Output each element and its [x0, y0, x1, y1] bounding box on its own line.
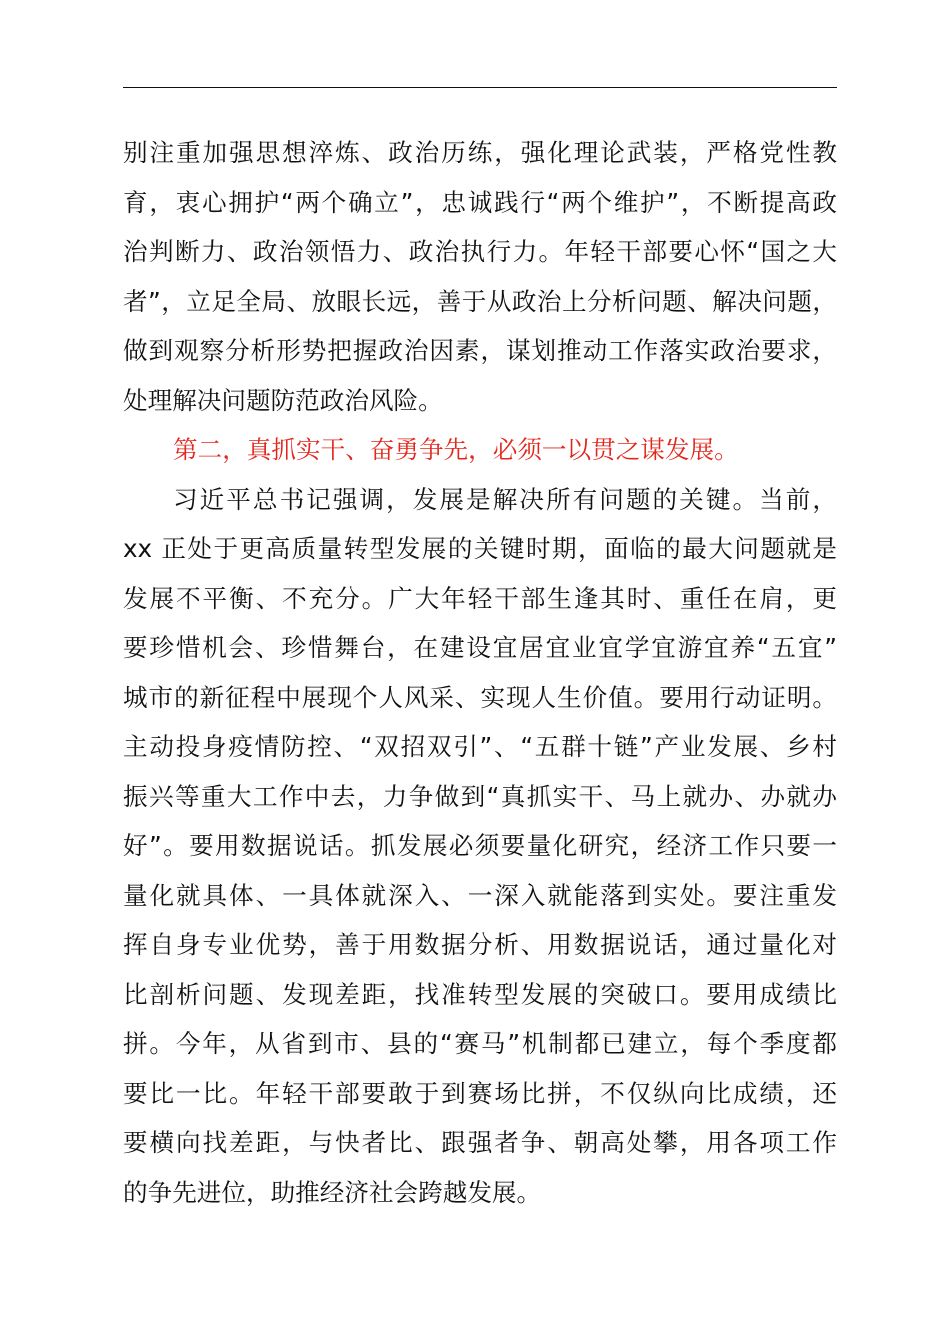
paragraph-2-line: 量化就具体、一具体就深入、一深入就能落到实处。要注重发 [123, 880, 837, 910]
paragraph-2-line: 主动投身疫情防控、“双招双引”、“五群十链”产业发展、乡村 [123, 732, 837, 761]
header-rule [123, 87, 837, 88]
paragraph-1-line: 者”，立足全局、放眼长远，善于从政治上分析问题、解决问题， [123, 286, 837, 316]
paragraph-1-line: 治判断力、政治领悟力、政治执行力。年轻干部要心怀“国之大 [123, 237, 837, 266]
paragraph-2-line: 发展不平衡、不充分。广大年轻干部生逢其时、重任在肩，更 [123, 583, 837, 613]
section-heading-2: 第二，真抓实干、奋勇争先，必须一以贯之谋发展。 [173, 435, 739, 464]
document-body [123, 128, 837, 1217]
paragraph-2-line: 拼。今年，从省到市、县的“赛马”机制都已建立，每个季度都 [123, 1029, 837, 1058]
paragraph-1-line: 别注重加强思想淬炼、政治历练，强化理论武装，严格党性教 [123, 138, 837, 167]
paragraph-2-line: 振兴等重大工作中去，力争做到“真抓实干、马上就办、办就办 [123, 781, 837, 811]
paragraph-2-line: 的争先进位，助推经济社会跨越发展。 [123, 1177, 542, 1207]
paragraph-1-line: 育，衷心拥护“两个确立”，忠诚践行“两个维护”，不断提高政 [123, 187, 837, 217]
paragraph-2-line: 要比一比。年轻干部要敢于到赛场比拼，不仅纵向比成绩，还 [123, 1078, 837, 1108]
paragraph-2-line: 要横向找差距，与快者比、跟强者争、朝高处攀，用各项工作 [123, 1128, 837, 1157]
paragraph-1-line: 做到观察分析形势把握政治因素，谋划推动工作落实政治要求， [123, 336, 837, 365]
paragraph-2-line: xx 正处于更高质量转型发展的关键时期，面临的最大问题就是 [123, 534, 837, 563]
paragraph-2-line: 习近平总书记强调，发展是解决所有问题的关键。当前， [173, 484, 837, 514]
paragraph-2-line: 比剖析问题、发现差距，找准转型发展的突破口。要用成绩比 [123, 979, 837, 1009]
paragraph-2-line: 要珍惜机会、珍惜舞台，在建设宜居宜业宜学宜游宜养“五宜” [123, 633, 837, 662]
paragraph-2-line: 城市的新征程中展现个人风采、实现人生价值。要用行动证明。 [123, 682, 837, 712]
paragraph-1-line: 处理解决问题防范政治风险。 [123, 385, 443, 415]
paragraph-2-line: 好”。要用数据说话。抓发展必须要量化研究，经济工作只要一 [123, 831, 837, 860]
paragraph-2-line: 挥自身专业优势，善于用数据分析、用数据说话，通过量化对 [123, 930, 837, 959]
